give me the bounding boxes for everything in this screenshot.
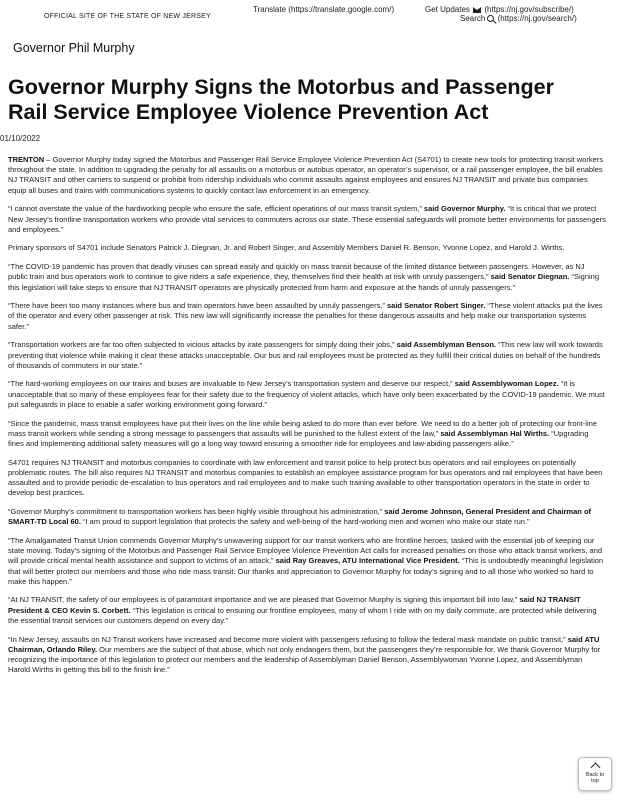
quote-text: “The Amalgamated Transit Union commends Governor Murphy’s unwavering support for our transit workers who are frontline heroes, tasked with the essential job of keeping our state moving. Today’s signing of the Motorbus and Passenger Rail Service Employee Violence Prevention Act calls for increased penalties on those who attack transit workers, and will provide critical mental health assistance and support to victims of an attack,” — [8, 535, 603, 566]
get-updates-url: (https://nj.gov/subscribe/) — [484, 5, 574, 14]
quote-text: “Transportation workers are far too often subjected to vicious attacks by irate passengers for simply doing their jobs,” — [8, 340, 397, 350]
quote-paragraph — [8, 204, 606, 235]
quote-text: “The hard-working employees on our trains and buses are invaluable to New Jersey’s transportation system and deserve our respect,” — [8, 379, 455, 389]
quote-paragraph — [8, 379, 606, 410]
quote-paragraph — [8, 262, 606, 293]
quote-text: “This legislation is critical to ensuring our frontline employees, many of whom I ride with on my daily commute, are protected while delivering the essential transit services our customers depend on every day.” — [8, 605, 597, 625]
quote-paragraph — [8, 419, 606, 450]
governor-name-link[interactable]: Governor Phil Murphy — [13, 41, 135, 55]
search-label: Search — [460, 14, 486, 23]
paragraph: S4701 requires NJ TRANSIT and motorbus companies to coordinate with law enforcement and transit police to help protect bus operators and rail employees on potentially problematic routes. The bill also requires NJ TRANSIT and motorbus companies to establish an employee assistance program for bus operators and rail employees that have been assaulted and to provide periodic de-escalation to bus operators and rail employees and to make such training available to other transportation operators in the state in order to develop best practices. — [8, 457, 603, 498]
quote-paragraph — [8, 595, 606, 626]
quote-text: “I am proud to support legislation that protects the safety and well-being of the hard-working men and women who make our state run.” — [80, 517, 530, 527]
quote-text: Our members are the subject of that abuse, which not only endangers them, but the passengers they’re responsible for. We thank Governor Murphy for recognizing the importance of this legislation to protect our members and the leadership of Assemblyman Daniel Benson, Assemblywoman Yvonne Lopez, and Assemblyman Harold Wirths in getting this bill to the finish line.” — [8, 644, 601, 675]
get-updates-link[interactable] — [425, 5, 574, 14]
search-link[interactable] — [460, 14, 577, 23]
quote-attribution: said Senator Robert Singer. — [386, 301, 486, 311]
quote-paragraph — [8, 635, 606, 676]
quote-attribution: said Assemblyman Benson. — [396, 340, 496, 350]
quote-text: “It is unacceptable that so many of these employees fear for their safety due to the frequency of violent attacks, which have only been exacerbated by the COVID-19 pandemic. We must put safeguards in place to enable a safer working environment going forward.” — [8, 379, 605, 409]
quote-attribution: said Assemblywoman Lopez. — [454, 379, 559, 389]
search-url: (https://nj.gov/search/) — [497, 14, 577, 23]
quote-text: “There have been too many instances where bus and train operators have been assaulted by unruly passengers,” — [8, 301, 387, 311]
quote-text: “In New Jersey, assaults on NJ Transit workers have increased and become more violent with passengers refusing to follow the federal mask mandate on public transit,” — [8, 634, 568, 644]
quote-paragraph — [8, 301, 606, 332]
back-to-top-label: Back to top — [585, 772, 605, 784]
paragraph — [8, 155, 606, 196]
quote-attribution: said ATU Chairman, Orlando Riley. — [8, 634, 600, 654]
quote-text: “At NJ TRANSIT, the safety of our employees is of paramount importance and we are pleased that Governor Murphy is signing this important bill into law,” — [8, 595, 520, 605]
quote-text: “I cannot overstate the value of the hardworking people who ensure the safe, efficient operations of our mass transit system,” — [8, 204, 424, 214]
quote-attribution: said Jerome Johnson, General President and Chairman of SMART-TD Local 60. — [8, 506, 592, 527]
chevron-up-icon — [590, 763, 600, 773]
quote-text: “Since the pandemic, mass transit employees have put their lives on the line while being asked to do more than ever before. We need to do a better job of protecting our front-line mass transit workers while sending a strong message to passengers that assaults will be punished to the fullest extent of the law,” — [8, 418, 597, 438]
quote-text: “It is critical that we protect New Jersey’s frontline transportation workers who provide vital services to commuters across our state. These essential safeguards will promote better environments for passengers and employees.” — [8, 204, 606, 234]
back-to-top-button[interactable] — [578, 757, 612, 791]
mail-icon — [473, 7, 481, 13]
quote-text: “The COVID-19 pandemic has proven that deadly viruses can spread easily and quickly on mass transit because of the limited distance between passengers. However, as NJ public train and bus operators work to continue to give riders a safe experience, they, themselves find their health at risk with unruly passengers,” — [8, 262, 585, 282]
quote-text: “This is undoubtedly meaningful legislation that will better protect our members and those who ride mass transit. Our thanks and appreciation to Governor Murphy for today’s signing and to all those who worked so hard to make this happen.” — [8, 556, 604, 586]
quote-attribution: said Senator Diegnan. — [490, 272, 570, 282]
translate-link[interactable]: Translate (https://translate.google.com/) — [253, 5, 395, 14]
quote-text: “These violent attacks put the lives of the operator and every other passenger at risk. This new law will significantly increase the penalties for these dangerous assaults and help make our transportation systems safer.” — [8, 301, 603, 331]
top-utility-bar — [0, 0, 618, 30]
article-body — [8, 155, 606, 684]
quote-paragraph — [8, 507, 606, 527]
quote-attribution: said NJ TRANSIT President & CEO Kevin S. Corbett. — [8, 595, 581, 615]
quote-text: “This new law will work towards preventing that violence while making it clear these attacks unacceptable. Our bus and rail employees must be protected as they fulfill their critical duties on behalf of the hundreds of thousands of commuters in our state.” — [8, 340, 603, 370]
publish-date: 01/10/2022 — [0, 134, 41, 143]
paragraph-text: – Governor Murphy today signed the Motorbus and Passenger Rail Service Employee Violence Prevention Act (S4701) to create new tools for protecting transit workers throughout the state. In addition to upgrading the penalty for all assaults on a motorbus or autobus operator, an operator’s supervisor, or a rail passenger employee, the bill enables NJ TRANSIT and other carriers to suspend or prohibit from ridership individuals who commit assaults against employees and ensures NJ TRANSIT and private bus companies equip all buses and trains with communications systems to quickly contact law enforcement in an emergency. — [8, 155, 604, 195]
official-site-label: OFFICIAL SITE OF THE STATE OF NEW JERSEY — [44, 13, 211, 20]
quote-text: “Upgrading fines and implementing additional safety measures will go a long way toward ensuring a smoother ride for employees and law-abiding passengers alike.” — [8, 428, 589, 448]
quote-text: “Signing this legislation will take steps to ensure that NJ TRANSIT operators are physically protected from harm and exposure at the hands of unruly passengers.” — [8, 272, 600, 292]
page-title: Governor Murphy Signs the Motorbus and Passenger Rail Service Employee Violence Prevention Act — [8, 75, 554, 124]
quote-attribution: said Ray Greaves, ATU International Vice President. — [275, 556, 460, 566]
quote-attribution: said Governor Murphy. — [423, 204, 506, 214]
quote-paragraph — [8, 536, 606, 587]
search-icon — [487, 15, 494, 22]
get-updates-label: Get Updates — [425, 5, 470, 14]
paragraph: Primary sponsors of S4701 include Senators Patrick J. Diegnan, Jr. and Robert Singer, and Assembly Members Daniel R. Benson, Yvonne Lopez, and Harold J. Wirths. — [8, 243, 565, 253]
quote-attribution: said Assemblyman Hal Wirths. — [440, 428, 550, 438]
dateline: TRENTON — [8, 155, 45, 164]
quote-text: “Governor Murphy’s commitment to transportation workers has been highly visible throughout his administration,” — [8, 506, 385, 516]
quote-paragraph — [8, 340, 606, 371]
